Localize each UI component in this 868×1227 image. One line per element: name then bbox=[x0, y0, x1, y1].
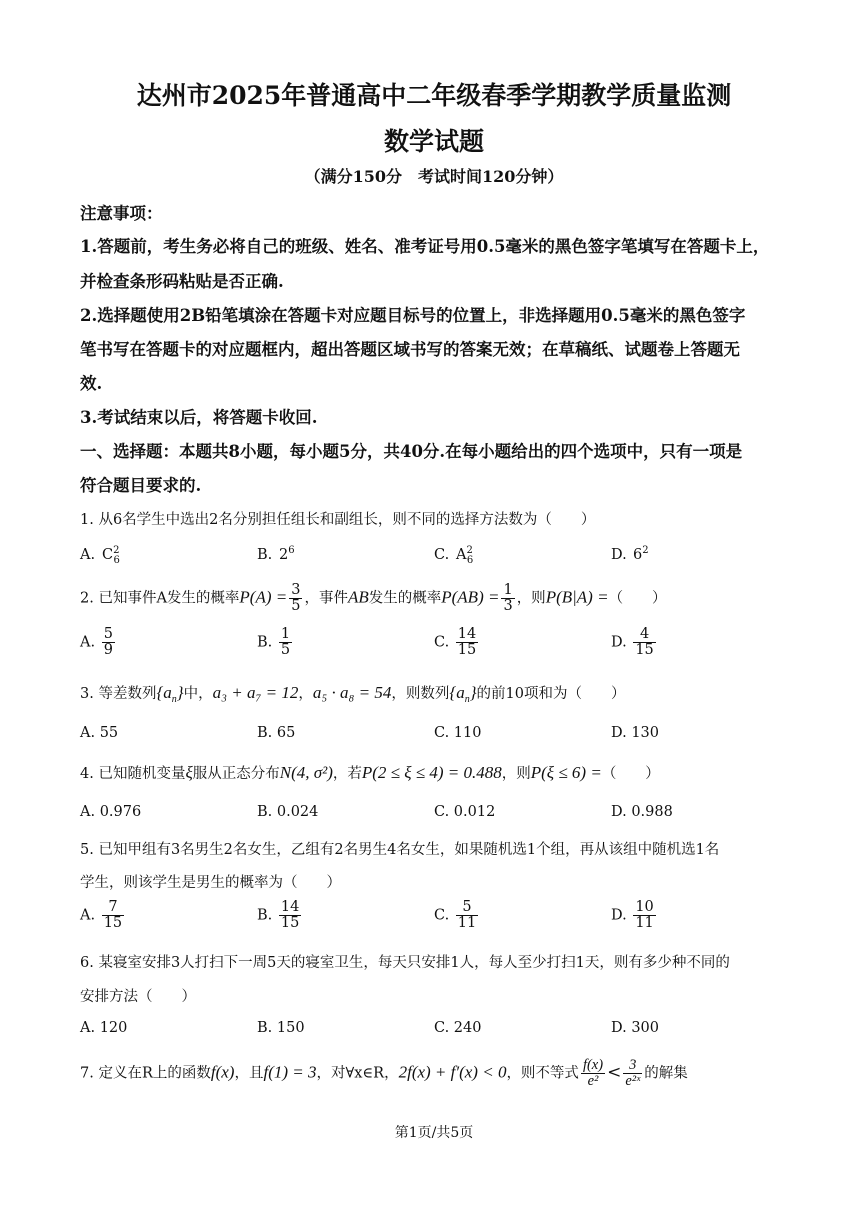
question-6-line2: 安排方法（ ） bbox=[80, 989, 196, 1005]
question-1-stem: 1. 从6名学生中选出2名分别担任组长和副组长，则不同的选择方法数为（ ） bbox=[80, 512, 596, 528]
question-4-stem: 4. 已知随机变量ξ服从正态分布N(4, σ²)，若P(2 ≤ ξ ≤ 4) = 0.488，则P(ξ ≤ 6) =（ ） bbox=[80, 763, 660, 782]
q1-option-d: D. $6^2$ bbox=[611, 545, 649, 563]
q3-option-b: B. 65 bbox=[257, 725, 296, 741]
q4-option-d: D. 0.988 bbox=[611, 804, 673, 820]
q4-option-b: B. 0.024 bbox=[257, 804, 319, 820]
page-subtitle: 数学试题 bbox=[383, 127, 484, 156]
q1-option-c: C. $A^2_6$ bbox=[434, 545, 474, 566]
page-title: 达州市2025年普通高中二年级春季学期教学质量监测 bbox=[136, 81, 732, 110]
q5-option-d: D. $\frac{10}{11}$ bbox=[611, 899, 654, 932]
q5-option-b: B. $\frac{14}{15}$ bbox=[257, 899, 300, 932]
q6-option-d: D. 300 bbox=[611, 1020, 660, 1036]
question-7-stem: 7. 定义在R上的函数f(x)，且f(1) = 3，对∀x∈R，2f(x) + f′(x) < 0，则不等式 $\frac{f(x)}{\text{e²}}$ < $\frac{3}{\text{e²ˣ}}$ 的解集 bbox=[80, 1057, 688, 1090]
q4-option-a: A. 0.976 bbox=[80, 804, 142, 820]
question-3-stem: 3. 等差数列$\{a_n\}$中，a₃ + a₇ = 12，a₅ · a₈ = 54，则数列$\{a_n\}$的前10项和为（ ） bbox=[80, 683, 626, 705]
q6-option-a: A. 120 bbox=[80, 1020, 128, 1036]
notice-item-2a: 2.选择题使用2B铅笔填涂在答题卡对应题目标号的位置上，非选择题用0.5毫米的黑色签字 bbox=[80, 306, 746, 325]
q5-option-a: A. $\frac{7}{15}$ bbox=[80, 899, 123, 932]
question-2-stem: 2. 已知事件A发生的概率P(A) = $\frac{3}{5}$ ，事件AB发生的概率P(AB) = $\frac{1}{3}$ ，则P(B|A) =（ ） bbox=[80, 582, 667, 615]
q4-option-c: C. 0.012 bbox=[434, 804, 496, 820]
section-heading-line1: 一、选择题：本题共8小题，每小题5分，共40分.在每小题给出的四个选项中，只有一项是 bbox=[80, 442, 743, 461]
q3-option-d: D. 130 bbox=[611, 725, 660, 741]
q1-option-a: A. $C^2_6$ bbox=[80, 545, 120, 566]
section-heading-line2: 符合题目要求的. bbox=[80, 476, 202, 495]
q1-option-b: B. $2^6$ bbox=[257, 545, 295, 563]
q6-option-c: C. 240 bbox=[434, 1020, 482, 1036]
q2-option-d: D. $\frac{4}{15}$ bbox=[611, 626, 654, 659]
notice-item-1b: 并检查条形码粘贴是否正确. bbox=[80, 272, 284, 291]
notice-item-1a: 1.答题前，考生务必将自己的班级、姓名、准考证号用0.5毫米的黑色签字笔填写在答题卡上， bbox=[80, 237, 770, 256]
question-5-line2: 学生，则该学生是男生的概率为（ ） bbox=[80, 875, 341, 891]
notice-item-3: 3.考试结束以后，将答题卡收回. bbox=[80, 408, 318, 427]
q5-option-c: C. $\frac{5}{11}$ bbox=[434, 899, 477, 932]
q3-option-c: C. 110 bbox=[434, 725, 482, 741]
notice-item-2b: 笔书写在答题卡的对应题框内，超出答题区域书写的答案无效；在草稿纸、试题卷上答题无 bbox=[80, 340, 740, 359]
notice-item-2c: 效. bbox=[80, 374, 103, 393]
q2-option-c: C. $\frac{14}{15}$ bbox=[434, 626, 477, 659]
q2-option-a: A. $\frac{5}{9}$ bbox=[80, 626, 113, 659]
exam-meta: （满分150分 考试时间120分钟） bbox=[304, 167, 564, 186]
notice-heading: 注意事项： bbox=[80, 204, 163, 223]
question-6-line1: 6. 某寝室安排3人打扫下一周5天的寝室卫生，每天只安排1人，每人至少打扫1天，则有多少种不同的 bbox=[80, 955, 730, 971]
page-number: 第1页/共5页 bbox=[394, 1125, 474, 1141]
q3-option-a: A. 55 bbox=[80, 725, 119, 741]
question-5-line1: 5. 已知甲组有3名男生2名女生，乙组有2名男生4名女生，如果随机选1个组，再从该组中随机选1名 bbox=[80, 842, 720, 858]
q2-option-b: B. $\frac{1}{5}$ bbox=[257, 626, 291, 659]
q6-option-b: B. 150 bbox=[257, 1020, 305, 1036]
